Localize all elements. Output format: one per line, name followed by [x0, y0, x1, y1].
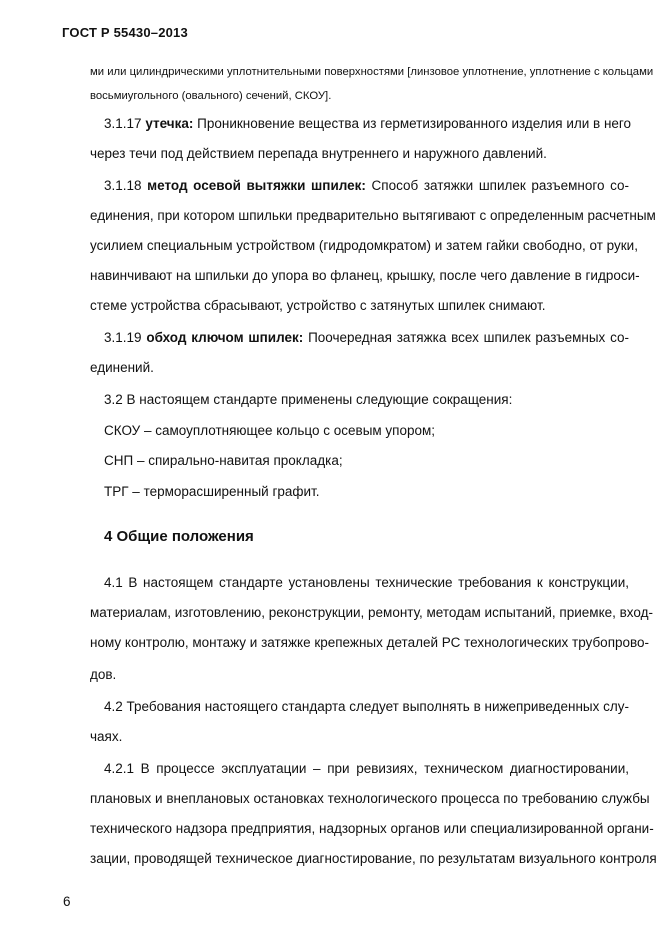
paragraph-4-2-1-line-4: зации, проводящей техническое диагностирование, по результатам визуального контроля: [90, 851, 657, 866]
term-3-1-17-line-2: через течи под действием перепада внутреннего и наружного давлений.: [90, 146, 547, 161]
abbreviation-item: ТРГ – терморасширенный графит.: [104, 484, 320, 499]
term-number: 3.1.17: [104, 116, 142, 131]
term-name: утечка:: [145, 116, 194, 131]
intro-line-2: восьмиугольного (овального) сечений, СКОУ].: [90, 90, 332, 102]
term-name: метод осевой вытяжки шпилек:: [147, 178, 366, 193]
term-name: обход ключом шпилек:: [146, 330, 304, 345]
term-3-1-17-line-1: [104, 116, 632, 132]
page-number: 6: [63, 894, 71, 909]
paragraph-4-2-1-line-1: 4.2.1 В процессе эксплуатации – при ревизиях, техническом диагностировании,: [104, 761, 629, 776]
term-3-1-19-line-1: [104, 330, 629, 346]
term-3-1-18-line-1: [104, 178, 629, 194]
intro-line-1: ми или цилиндрическими уплотнительными поверхностями [линзовое уплотнение, уплотнение с кольцами: [90, 66, 654, 78]
paragraph-4-2-1-line-2: плановых и внеплановых остановках технологического процесса по требованию службы: [90, 791, 650, 806]
paragraph-4-1-line-3: ному контролю, монтажу и затяжке крепежных деталей РС технологических трубопрово-: [90, 635, 650, 650]
paragraph-4-2-line-1: 4.2 Требования настоящего стандарта следует выполнять в нижеприведенных слу-: [104, 699, 629, 714]
paragraph-4-2-1-line-3: технического надзора предприятия, надзорных органов или специализированной органи-: [90, 821, 654, 836]
document-header: ГОСТ Р 55430–2013: [62, 25, 188, 40]
term-number: 3.1.19: [104, 330, 142, 345]
section-heading: 4 Общие положения: [104, 528, 254, 545]
abbreviations-intro: 3.2 В настоящем стандарте применены следующие сокращения:: [104, 392, 513, 407]
term-number: 3.1.18: [104, 178, 142, 193]
paragraph-4-1-line-1: 4.1 В настоящем стандарте установлены технические требования к конструкции,: [104, 575, 629, 590]
abbreviation-item: СНП – спирально-навитая прокладка;: [104, 453, 343, 468]
term-definition: Способ затяжки шпилек разъемного со-: [371, 178, 629, 193]
paragraph-4-1-line-4: дов.: [90, 667, 117, 682]
paragraph-4-2-line-2: чаях.: [90, 729, 123, 744]
term-3-1-18-line-2: единения, при котором шпильки предварительно вытягивают с определенным расчетным: [90, 208, 656, 223]
term-3-1-18-line-4: навинчивают на шпильки до упора во фланец, крышку, после чего давление в гидроси-: [90, 268, 640, 283]
term-3-1-19-line-2: единений.: [90, 360, 154, 375]
term-definition: Поочередная затяжка всех шпилек разъемных со-: [308, 330, 629, 345]
paragraph-4-1-line-2: материалам, изготовлению, реконструкции, ремонту, методам испытаний, приемке, вход-: [90, 605, 653, 620]
term-3-1-18-line-5: стеме устройства сбрасывают, устройство с затянутых шпилек снимают.: [90, 298, 546, 313]
term-definition: Проникновение вещества из герметизированного изделия или в него: [197, 116, 632, 131]
abbreviation-item: СКОУ – самоуплотняющее кольцо с осевым упором;: [104, 423, 436, 438]
term-3-1-18-line-3: усилием специальным устройством (гидродомкратом) и затем гайки свободно, от руки,: [90, 238, 638, 253]
